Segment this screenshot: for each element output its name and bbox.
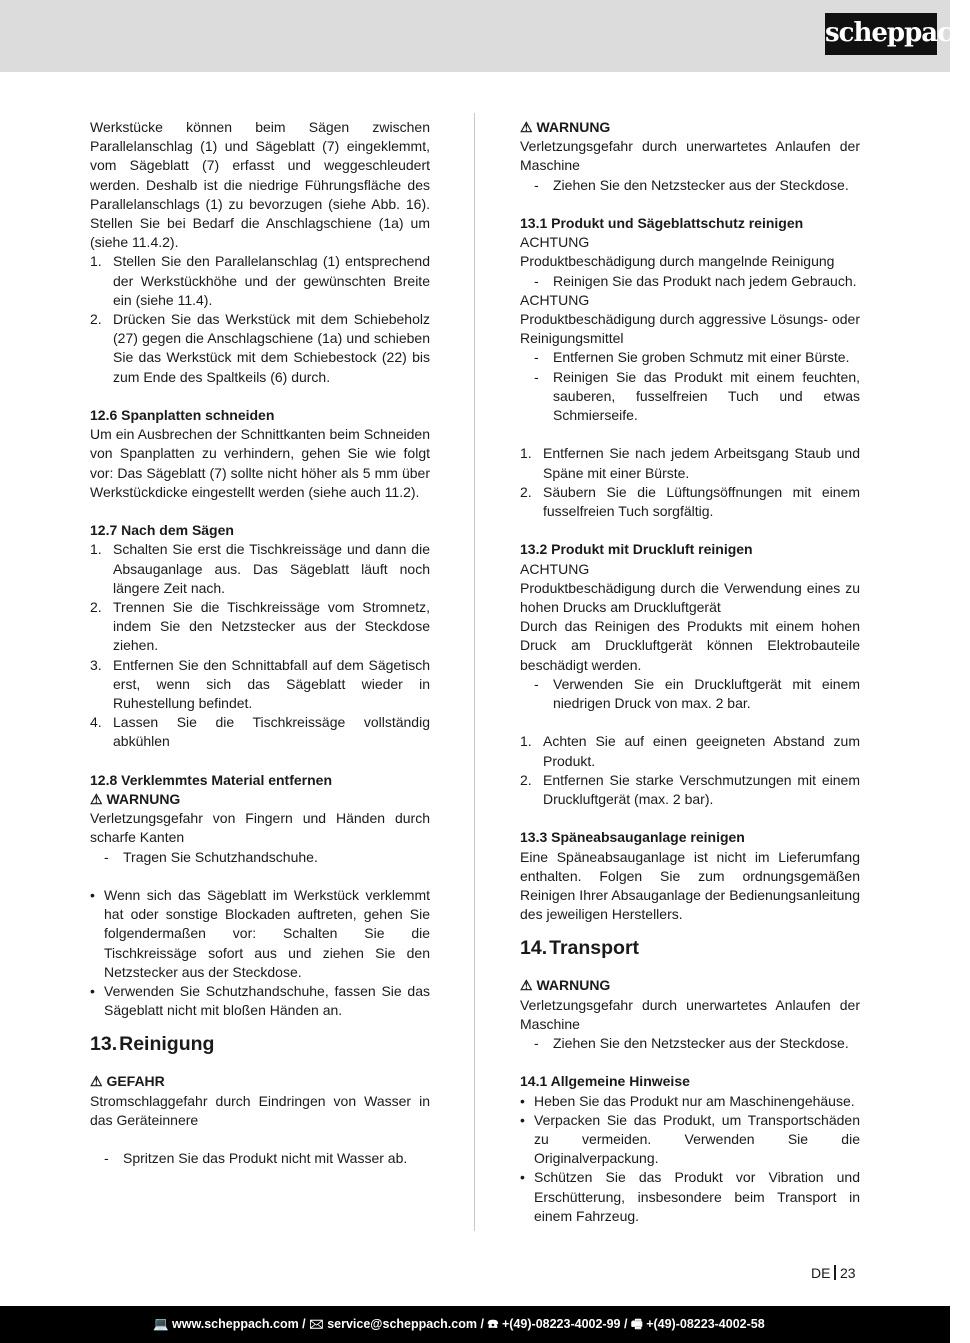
section-steps-13-2	[520, 732, 860, 809]
list-item: 1. Stellen Sie den Parallelanschlag (1) entsprechend der Werkstückhöhe und der gewünschten Breite ein (siehe 11.4).	[90, 253, 430, 308]
page-footer	[0, 1306, 950, 1343]
chapter-heading-13: 13. Reinigung	[90, 1033, 215, 1056]
page-language: DE	[811, 1265, 831, 1281]
list-item: 2. Drücken Sie das Werkstück mit dem Schiebeholz (27) gegen die Anschlagschiene (1a) und schieben Sie das Werkstück mit dem Schiebestock (22) bis zum Ende des Spaltkeils (6) durch.	[90, 311, 430, 385]
section-heading-13-3: 13.3 Späneabsauganlage reinigen	[520, 829, 745, 846]
intro-paragraph: Werkstücke können beim Sägen zwischen Parallelanschlag (1) und Sägeblatt (7) eingeklemmt, vom Sägeblatt (7) erfasst und weggeschleudert werden. Deshalb ist die niedrige Führungsfläche des Parallelanschlags (1) zu bevorzugen (siehe Abb. 16). Stellen Sie bei Bedarf die Anschlagschiene (1a) um (siehe 11.4.2).	[90, 119, 430, 251]
column-divider	[474, 113, 475, 1231]
page-number-value: 23	[839, 1265, 856, 1281]
bullet-list	[520, 1092, 860, 1226]
section-heading-12-6: 12.6 Spanplatten schneiden	[90, 407, 275, 424]
list-item: - Reinigen Sie das Produkt mit einem feuchten, sauberen, fusselfreien Tuch und etwas Schmierseife.	[534, 368, 860, 424]
page-header	[0, 0, 970, 72]
dash-list	[520, 675, 860, 713]
list-item: - Spritzen Sie das Produkt nicht mit Wasser ab.	[104, 1150, 408, 1167]
warning-text: Verletzungsgefahr von Fingern und Händen durch scharfe Kanten	[90, 810, 430, 846]
section-heading-12-8: 12.8 Verklemmtes Material entfernen	[90, 771, 333, 788]
list-item: - Tragen Sie Schutzhandschuhe.	[104, 848, 318, 865]
section-steps-13-1	[520, 444, 860, 521]
list-item: 1. Schalten Sie erst die Tischkreissäge und dann die Absauganlage aus. Das Sägeblatt läuft noch längere Zeit nach.	[90, 541, 430, 596]
danger-label: ⚠ GEFAHR	[90, 1073, 165, 1090]
list-item: • Wenn sich das Sägeblatt im Werkstück verklemmt hat oder sonstige Blockaden auftreten, gehen Sie folgendermaßen vor: Schalten Sie die Tischkreissäge sofort aus und ziehen Sie den Netzstecker aus der Steckdose.	[90, 887, 430, 980]
list-item: 2. Trennen Sie die Tischkreissäge vom Stromnetz, indem Sie den Netzstecker aus der Steckdose ziehen.	[90, 599, 430, 654]
list-item: • Verpacken Sie das Produkt, um Transportschäden zu vermeiden. Verwenden Sie die Originalverpackung.	[520, 1111, 860, 1167]
dash-list	[520, 272, 860, 291]
chapter-heading-14: 14. Transport	[520, 937, 640, 960]
list-item: 1. Entfernen Sie nach jedem Arbeitsgang Staub und Späne mit einer Bürste.	[520, 445, 860, 481]
page-number	[811, 1265, 856, 1281]
intro-steps	[90, 252, 430, 386]
dash-list	[520, 348, 860, 425]
dash-list	[520, 1034, 860, 1053]
list-item: - Verwenden Sie ein Druckluftgerät mit einem niedrigen Druck von max. 2 bar.	[534, 675, 860, 712]
warning-text: Verletzungsgefahr durch unerwartetes Anlaufen der Maschine	[520, 138, 860, 174]
notice-label: ACHTUNG	[520, 291, 590, 308]
footer-contact: 💻 www.scheppach.com / 🖂 service@scheppach.com / ☎ +(49)-08223-4002-99 / 🖷 +(49)-08223-4002-58	[153, 1317, 765, 1331]
list-item: - Entfernen Sie groben Schmutz mit einer Bürste.	[534, 349, 850, 366]
section-heading-12-7: 12.7 Nach dem Sägen	[90, 522, 234, 539]
section-heading-13-1: 13.1 Produkt und Sägeblattschutz reinigen	[520, 215, 804, 231]
right-column	[520, 118, 860, 1226]
list-item: - Ziehen Sie den Netzstecker aus der Steckdose.	[534, 176, 849, 193]
list-item: 3. Entfernen Sie den Schnittabfall auf dem Sägetisch erst, wenn sich das Sägeblatt wieder in Ruhestellung befindet.	[90, 656, 430, 712]
section-text-12-6: Um ein Ausbrechen der Schnittkanten beim Schneiden von Spanplatten zu verhindern, gehen Sie wie folgt vor: Das Sägeblatt (7) sollte nicht höher als 5 mm über Werkstückdicke eingestellt werden (siehe auch 11.2).	[90, 426, 430, 500]
dash-list	[90, 1149, 430, 1168]
section-steps-12-7	[90, 540, 430, 751]
notice-label: ACHTUNG	[520, 234, 590, 251]
brand-logo: scheppach	[825, 13, 937, 55]
left-column	[90, 118, 430, 1168]
notice-text: Produktbeschädigung durch die Verwendung eines zu hohen Drucks am Druckluftgerät	[520, 579, 860, 616]
list-item: 1. Achten Sie auf einen geeigneten Abstand zum Produkt.	[520, 733, 860, 769]
warning-text: Verletzungsgefahr durch unerwartetes Anlaufen der Maschine	[520, 996, 860, 1032]
warning-label: ⚠ WARNUNG	[520, 119, 611, 135]
list-item: 4. Lassen Sie die Tischkreissäge vollständig abkühlen	[90, 714, 430, 750]
dash-list	[520, 176, 860, 195]
list-item: • Verwenden Sie Schutzhandschuhe, fassen Sie das Sägeblatt nicht mit bloßen Händen an.	[90, 983, 430, 1019]
list-item: - Ziehen Sie den Netzstecker aus der Steckdose.	[534, 1035, 849, 1052]
section-text-13-2: Durch das Reinigen des Produkts mit einem hohen Druck am Druckluftgerät können Elektrobauteile beschädigt werden.	[520, 618, 860, 673]
section-text-13-3: Eine Späneabsauganlage ist nicht im Lieferumfang enthalten. Folgen Sie zum ordnungsgemäßen Reinigen Ihrer Absauganlage der Bedienungsanleitung des jeweiligen Herstellers.	[520, 848, 860, 923]
list-item: 2. Säubern Sie die Lüftungsöffnungen mit einem fusselfreien Tuch sorgfältig.	[520, 483, 860, 520]
list-item: 2. Entfernen Sie starke Verschmutzungen mit einem Druckluftgerät (max. 2 bar).	[520, 771, 860, 808]
bullet-list	[90, 886, 430, 1020]
list-item: • Heben Sie das Produkt nur am Maschinengehäuse.	[520, 1092, 855, 1109]
warning-label: ⚠ WARNUNG	[520, 977, 611, 994]
danger-text: Stromschlaggefahr durch Eindringen von Wasser in das Geräteinnere	[90, 1092, 430, 1128]
section-heading-13-2: 13.2 Produkt mit Druckluft reinigen	[520, 541, 753, 558]
list-item: • Schützen Sie das Produkt vor Vibration und Erschütterung, insbesondere beim Transport in einem Fahrzeug.	[520, 1169, 860, 1224]
section-heading-14-1: 14.1 Allgemeine Hinweise	[520, 1073, 690, 1090]
page-number-separator	[834, 1265, 836, 1280]
warning-label: ⚠ WARNUNG	[90, 791, 181, 808]
dash-list	[90, 848, 430, 867]
notice-text: Produktbeschädigung durch aggressive Lösungs- oder Reinigungsmittel	[520, 311, 860, 347]
list-item: - Reinigen Sie das Produkt nach jedem Gebrauch.	[534, 272, 857, 289]
notice-label: ACHTUNG	[520, 560, 590, 577]
notice-text: Produktbeschädigung durch mangelnde Reinigung	[520, 253, 835, 270]
